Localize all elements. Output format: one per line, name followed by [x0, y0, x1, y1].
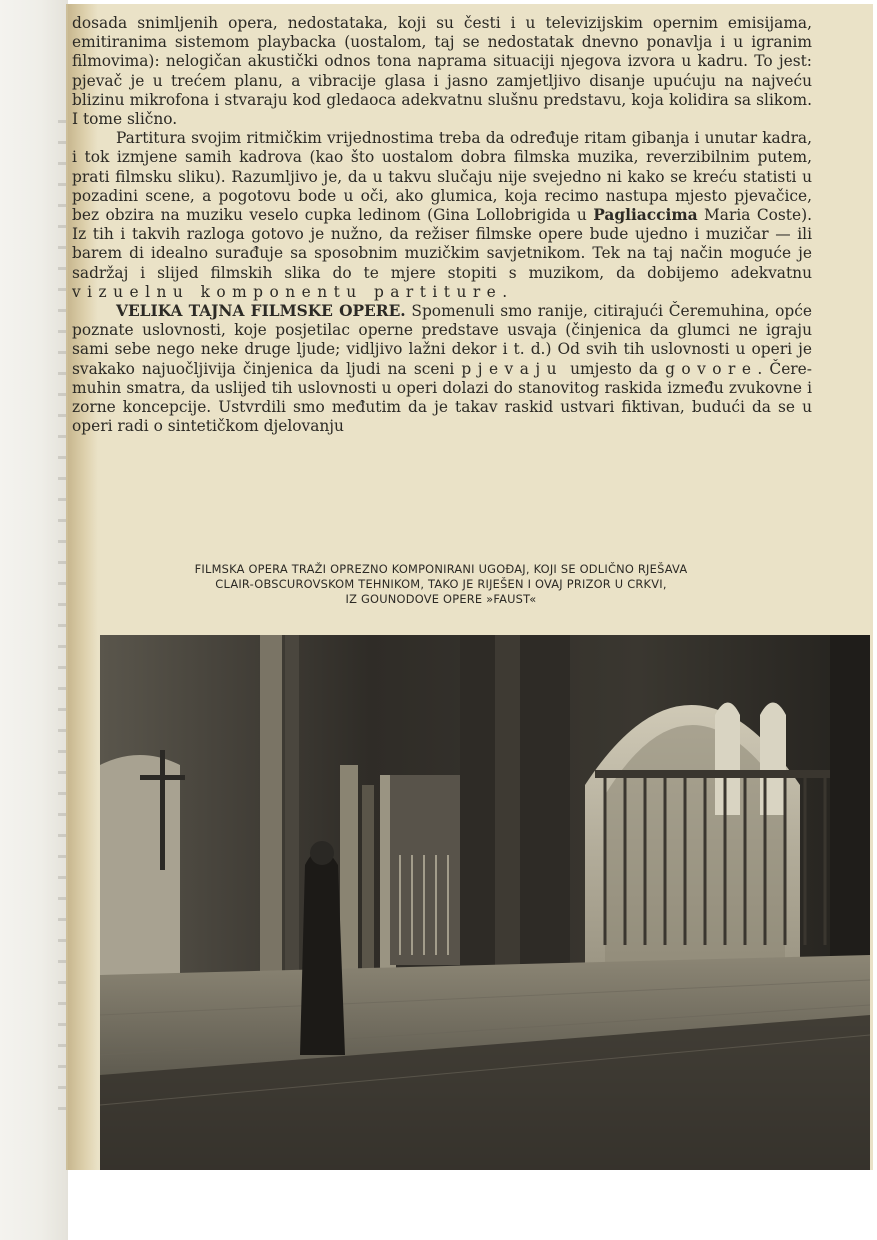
paragraph-2-text-a: Partitura svojim ritmičkim vrijednostima treba da određuje ritam gibanja i unutar kadra, i tok izmjene samih kadrova (kao što uostalom dobra filmska muzika, reverzibilnim putem, prati filmsku sliku). Razumljivo je, da u takvu slučaju nije svejedno ni kako se kreću statisti u pozadini scene, a pogotovu bode u oči, ako glumica, koja recimo nastupa mjesto pjevačice, bez obzira na muziku veselo cupka ledinom (Gina Lollobrigida u: [72, 129, 812, 225]
paragraph-1: dosada snimljenih opera, nedostataka, koji su česti i u televizijskim opernim emisijama, emitiranima sistemom playbacka (uostalom, taj se nedostatak dnevno ponavlja i u igranim filmovima): nelogičan akustički odnos tona naprama situaciji njegova izvora u kadru. To jest: pjevač je u trećem planu, a vibracije glasa i jasno zamjetljivo disanje upućuju na najveću blizinu mikrofona i stvaraju kod gledaoca adekvatnu slušnu predstavu, koja kolidira sa slikom. I tome slično.: [72, 14, 812, 129]
article-body: [72, 14, 812, 436]
paragraph-2-text-b: Maria Coste). Iz tih i takvih razloga gotovo je nužno, da režiser filmske opere bude ujedno i muzičar — ili barem di idealno surađuje sa sposobnim muzičkim savjetnikom. Tek na taj način moguće je sadržaj i slijed filmskih slika do te mjere stopiti s muzikom, da dobijemo adekvatnu: [72, 206, 813, 282]
spaced-word-govore: govore: [665, 359, 758, 378]
caption-line-1: FILMSKA OPERA TRAŽI OPREZNO KOMPONIRANI UGOĐAJ, KOJI SE ODLIČNO RJEŠAVA: [194, 562, 688, 576]
spaced-word-pjevaju: pjevaju: [461, 359, 563, 378]
church-scene-photo: [100, 635, 870, 1170]
paragraph-3-text-b: umjesto da: [562, 359, 666, 378]
paragraph-2-end: .: [502, 282, 508, 301]
paragraph-3-text-a: Spomenuli smo ranije, citirajući Čeremuhina, opće poznate uslovnosti, koje posjetilac operne predstave usvaja (činjenica da glumci ne igraju sami sebe nego neke druge ljude; vidljivo lažni dekor i t. d.) Od svih tih uslovnosti u operi je svakako najuočljivija činjenica da ljudi na sceni: [72, 302, 812, 378]
caption-line-3: IZ GOUNODOVE OPERE »FAUST«: [345, 592, 537, 606]
section-heading: VELIKA TAJNA FILMSKE OPERE.: [116, 302, 406, 321]
caption-line-2: CLAIR-OBSCUROVSKOM TEHNIKOM, TAKO JE RIJEŠEN I OVAJ PRIZOR U CRKVI,: [215, 577, 667, 591]
film-title-pagliacci: Pagliaccima: [593, 206, 698, 225]
paragraph-3: [72, 302, 812, 436]
scanner-margin: [0, 0, 68, 1240]
spaced-phrase: vizuelnu komponentu partiture: [72, 282, 503, 301]
photo-caption: [70, 562, 812, 607]
church-interior-illustration: [100, 635, 870, 1170]
paragraph-2: [72, 129, 812, 302]
paragraph-3-text-c: . Čeremuhin smatra, da uslijed tih uslovnosti u operi dolazi do stanovitog raskida između zvukovne i zorne koncepcije. Ustvrdili smo međutim da je takav raskid ustvari fiktivan, budući da se u operi radi o sintetičkom djelovanju: [72, 359, 812, 436]
binding-edge-marks: [58, 120, 68, 1120]
